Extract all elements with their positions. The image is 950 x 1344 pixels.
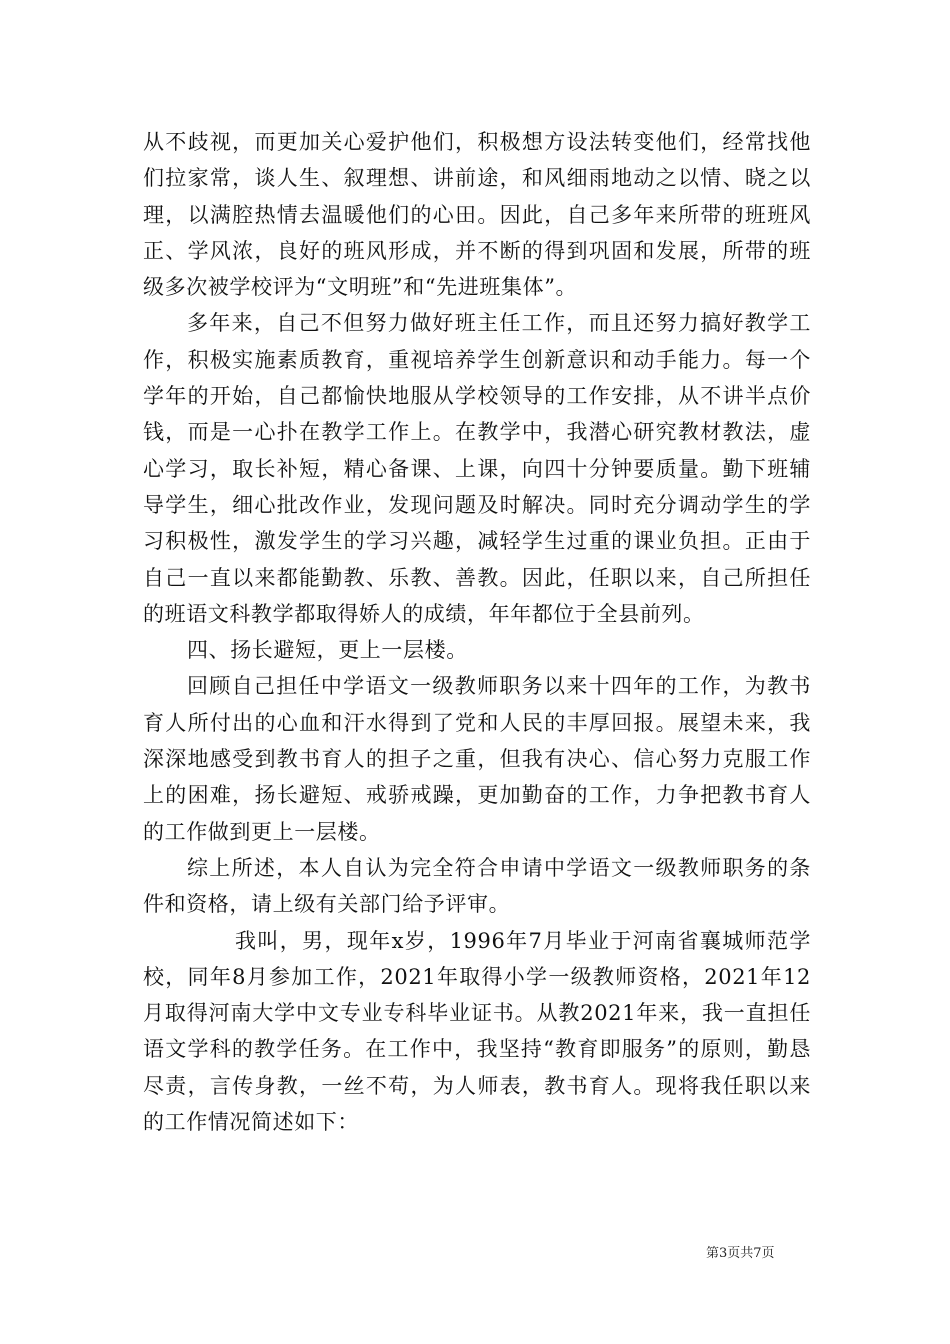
paragraph-teaching-work: 多年来，自己不但努力做好班主任工作，而且还努力搞好教学工作，积极实施素质教育，重视培养学生创新意识和动手能力。每一个学年的开始，自己都愉快地服从学校领导的工作安排，从不讲半点价钱，而是一心扑在教学工作上。在教学中，我潜心研究教材教法，虚心学习，取长补短，精心备课、上课，向四十分钟要质量。勤下班辅导学生，细心批改作业，发现问题及时解决。同时充分调动学生的学习积极性，激发学生的学习兴趣，减轻学生过重的课业负担。正由于自己一直以来都能勤教、乐教、善教。因此，任职以来，自己所担任的班语文科教学都取得娇人的成绩，年年都位于全县前列。 bbox=[143, 311, 811, 626]
paragraph-personal-intro: 我叫，男，现年x岁，1996年7月毕业于河南省襄城师范学校，同年8月参加工作，2021年取得小学一级教师资格，2021年12月取得河南大学中文专业专科毕业证书。从教2021年来，我一直担任语文学科的教学任务。在工作中，我坚持“教育即服务”的原则，勤恳尽责，言传身教，一丝不苟，为人师表，教书育人。现将我任职以来的工作情况简述如下： bbox=[143, 928, 811, 1135]
page-number-footer: 第3页共7页 bbox=[706, 1246, 775, 1261]
paragraph-review-outlook: 回顾自己担任中学语文一级教师职务以来十四年的工作，为教书育人所付出的心血和汗水得到了党和人民的丰厚回报。展望未来，我深深地感受到教书育人的担子之重，但我有决心、信心努力克服工作上的困难，扬长避短、戒骄戒躁，更加勤奋的工作，力争把教书育人的工作做到更上一层楼。 bbox=[143, 674, 811, 844]
document-body bbox=[143, 124, 811, 1140]
paragraph-class-management: 从不歧视，而更加关心爱护他们，积极想方设法转变他们，经常找他们拉家常，谈人生、叙理想、讲前途，和风细雨地动之以情、晓之以理，以满腔热情去温暖他们的心田。因此，自己多年来所带的班班风正、学风浓，良好的班风形成，并不断的得到巩固和发展，所带的班级多次被学校评为“文明班”和“先进班集体”。 bbox=[143, 130, 811, 300]
paragraph-summary: 综上所述，本人自认为完全符合申请中学语文一级教师职务的条件和资格，请上级有关部门给予评审。 bbox=[143, 855, 811, 917]
section-heading-four: 四、扬长避短，更上一层楼。 bbox=[187, 638, 468, 663]
